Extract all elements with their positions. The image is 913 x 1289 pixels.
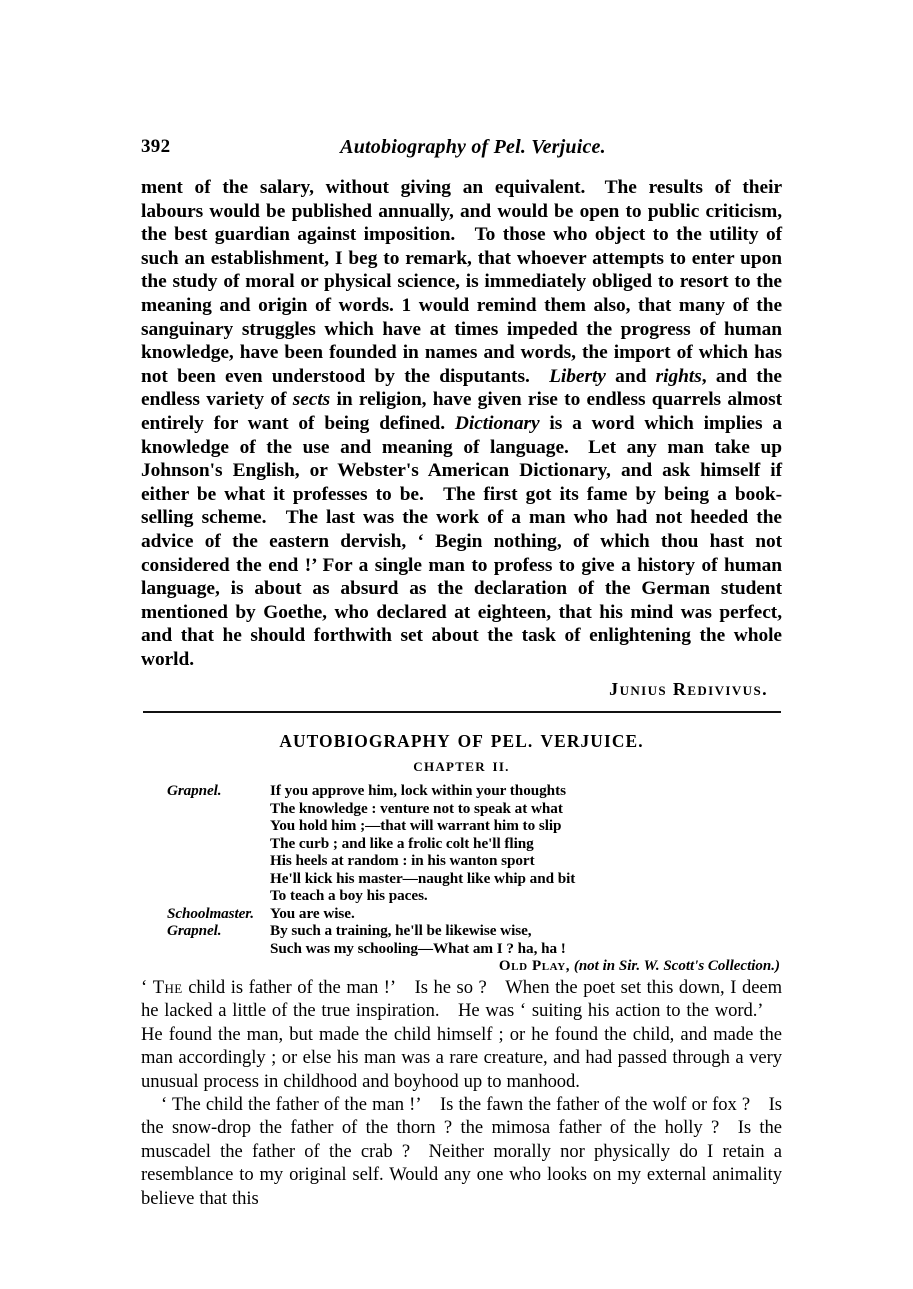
epigraph-line bbox=[167, 800, 782, 818]
upper-article-body bbox=[141, 176, 782, 701]
chapter-heading: CHAPTER II. bbox=[413, 759, 510, 774]
epigraph-speaker: Grapnel. bbox=[167, 922, 222, 939]
article-paragraph: ‘ The child the father of the man !’ Is the fawn the father of the wolf or fox ? Is the snow-drop the father of the thorn ? the mimosa father of the holly ? Is the muscadel the father of the crab ? Neither morally nor physically do I retain a resemblance to my original self. Would any one who looks on my external animality believe that this bbox=[141, 1094, 782, 1209]
article-signature: Junius Redivivus. bbox=[609, 679, 768, 700]
epigraph-line bbox=[167, 922, 782, 940]
epigraph-line bbox=[167, 887, 782, 905]
epigraph-speech: His heels at random : in his wanton sport bbox=[270, 852, 535, 869]
epigraph-speech: You hold him ;—that will warrant him to slip bbox=[270, 817, 562, 834]
running-title: Autobiography of Pel. Verjuice. bbox=[340, 136, 606, 158]
running-head bbox=[141, 136, 781, 162]
article-paragraph: ‘ The child is father of the man !’ Is he so ? When the poet set this down, I deem he lacked a little of the true inspiration. He was ‘ suiting his action to the word.’ He found the man, but made the child himself ; or he found the child, and made the man accordingly ; or else his man was a rare creature, and had passed through a very unusual process in childhood and boyhood up to manhood. bbox=[141, 977, 783, 1092]
article-paragraph: ment of the salary, without giving an equivalent. The results of their labours would be published annually, and would be open to public criticism, the best guardian against imposition. To those who object to the utility of such an establishment, I beg to remark, that whoever attempts to enter upon the study of moral or physical science, is immediately obliged to resort to the meaning and origin of words. 1 would remind them also, that many of the sanguinary struggles which have at times impeded the progress of human knowledge, have been founded in names and words, the import of which has not been even understood by the disputants. Liberty and rights, and the endless variety of sects in religion, have given rise to endless quarrels almost entirely for want of being defined. Dictionary is a word which implies a knowledge of the use and meaning of language. Let any man take up Johnson's English, or Webster's American Dictionary, and ask himself if either be what it professes to be. The first got its fame by being a book-selling scheme. The last was the work of a man who had not heeded the advice of the eastern dervish, ‘ Begin nothing, of which thou hast not considered the end !’ For a single man to profess to give a history of human language, is about as absurd as the declaration of the German student mentioned by Goethe, who declared at eighteen, that his mind was perfect, and that he should forthwith set about the task of enlightening the whole world. bbox=[141, 177, 782, 670]
epigraph-lines bbox=[167, 782, 782, 957]
epigraph-attribution bbox=[167, 958, 782, 976]
epigraph-speech: He'll kick his master—naught like whip and bit bbox=[270, 869, 576, 887]
epigraph-line bbox=[167, 817, 782, 835]
epigraph-speech: Such was my schooling—What am I ? ha, ha ! bbox=[270, 939, 566, 957]
epigraph-speech: The curb ; and like a frolic colt he'll fling bbox=[270, 834, 534, 852]
page-number: 392 bbox=[141, 136, 171, 157]
epigraph-line bbox=[167, 940, 782, 958]
lower-article-body bbox=[141, 976, 782, 1210]
section-divider-rule bbox=[143, 711, 781, 713]
epigraph-line bbox=[167, 870, 782, 888]
epigraph-speech: By such a training, he'll be likewise wise, bbox=[270, 922, 532, 939]
epigraph-line bbox=[167, 835, 782, 853]
epigraph-speech: To teach a boy his paces. bbox=[270, 887, 428, 904]
epigraph-block bbox=[167, 782, 782, 976]
epigraph-speech: You are wise. bbox=[270, 904, 355, 922]
epigraph-line bbox=[167, 782, 782, 800]
epigraph-line bbox=[167, 852, 782, 870]
epigraph-line bbox=[167, 905, 782, 923]
epigraph-speech: If you approve him, lock within your thoughts bbox=[270, 782, 566, 799]
epigraph-speech: The knowledge : venture not to speak at what bbox=[270, 799, 563, 817]
epigraph-speaker: Schoolmaster. bbox=[167, 904, 254, 922]
attribution-source: Old Play, bbox=[498, 958, 571, 974]
article-title: AUTOBIOGRAPHY OF PEL. VERJUICE. bbox=[279, 731, 644, 751]
epigraph-speaker: Grapnel. bbox=[167, 782, 222, 799]
attribution-note: (not in Sir. W. Scott's Collection.) bbox=[570, 958, 780, 974]
